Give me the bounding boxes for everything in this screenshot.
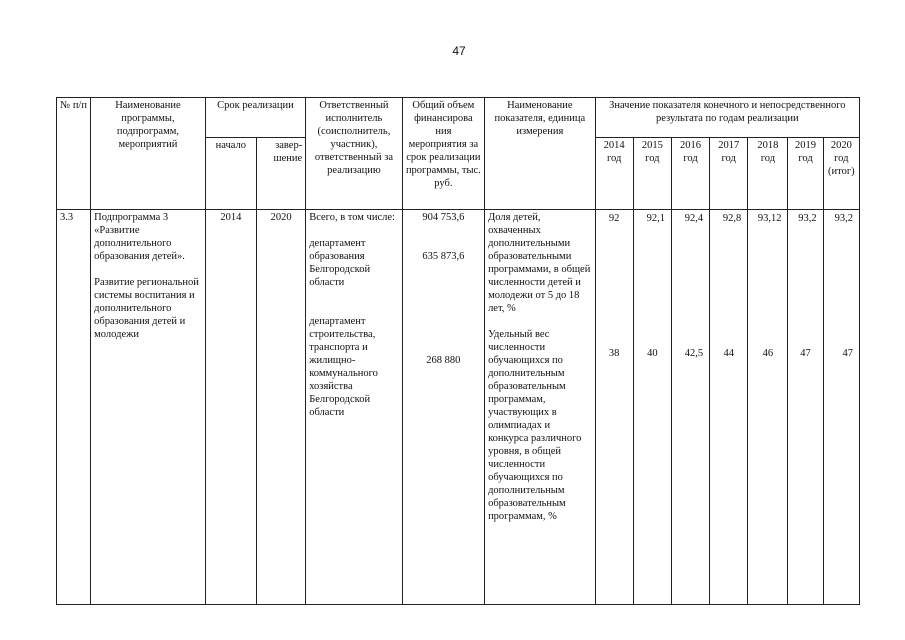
program-table <box>56 97 860 605</box>
responsible-education-dept: департамент образования Белгородской области <box>309 238 371 288</box>
header-responsible: Ответственный исполнитель (соисполнитель, участник), ответственный за реализацию <box>306 98 402 210</box>
header-year-2019 <box>788 138 823 210</box>
value-2015-ind2: 40 <box>647 348 658 359</box>
value-2014-ind2: 38 <box>608 348 620 359</box>
row-responsible <box>306 210 402 605</box>
value-2017-ind2: 44 <box>723 348 734 359</box>
row-end: 2020 <box>256 210 305 605</box>
header-year-2018 <box>748 138 788 210</box>
row-indicator <box>485 210 596 605</box>
header-indicator: Наименование показателя, единица измерения <box>485 98 596 210</box>
year-unit: год <box>683 153 698 164</box>
value-2015-ind1: 92,1 <box>646 213 665 224</box>
value-2020-ind2: 47 <box>842 348 853 359</box>
year-unit: год <box>721 153 736 164</box>
row-num: 3.3 <box>57 210 91 605</box>
value-2016-ind2: 42,5 <box>684 348 704 359</box>
year-label: 2015 <box>641 140 663 151</box>
subprogram-title: Подпрограмма 3 «Развитие дополнительного образования детей». <box>94 212 185 262</box>
sum-construction: 268 880 <box>426 355 461 366</box>
header-term: Срок реализации <box>205 98 306 138</box>
header-values-title: Значение показателя конечного и непосредственного результата по годам реализации <box>595 98 859 138</box>
table-row <box>57 210 860 605</box>
year-label: 2019 <box>795 140 817 151</box>
row-start: 2014 <box>205 210 256 605</box>
value-cell-2015 <box>633 210 671 605</box>
value-2019-ind1: 93,2 <box>798 213 817 224</box>
year-unit: год <box>798 153 813 164</box>
year-label: 2016 <box>680 140 702 151</box>
year-label: 2018 <box>757 140 779 151</box>
value-cell-2020 <box>823 210 859 605</box>
header-num: № п/п <box>57 98 91 210</box>
value-2014-ind1: 92 <box>608 213 620 224</box>
year-unit: год <box>607 153 622 164</box>
sum-total: 904 753,6 <box>422 212 465 223</box>
row-total <box>402 210 484 605</box>
responsible-total: Всего, в том числе: <box>309 212 395 223</box>
value-cell-2016 <box>671 210 709 605</box>
page-number: 47 <box>452 44 466 58</box>
year-unit: год <box>760 153 776 164</box>
value-2016-ind1: 92,4 <box>684 213 704 224</box>
value-cell-2018 <box>748 210 788 605</box>
year-label: 2014 <box>603 140 625 151</box>
header-term-start: начало <box>205 138 256 210</box>
indicator-2: Удельный вес численности обучающихся по дополнительным образовательным программам, участвующих в олимпиадах и конкурса различного уровня, в общей численности обучающихся по дополнительным образовательным программам, % <box>488 329 582 522</box>
value-2020-ind1: 93,2 <box>834 213 853 224</box>
year-unit: год (итог) <box>828 153 855 177</box>
year-unit: год <box>645 153 660 164</box>
sum-education: 635 873,6 <box>422 251 465 262</box>
header-year-2014 <box>595 138 633 210</box>
header-row-1 <box>57 98 860 138</box>
header-term-end: завер-шение <box>256 138 305 210</box>
value-2018-ind1: 93,12 <box>757 213 782 224</box>
row-name <box>91 210 206 605</box>
year-label: 2020 <box>830 140 852 151</box>
value-2018-ind2: 46 <box>762 348 774 359</box>
value-2017-ind1: 92,8 <box>722 213 742 224</box>
header-year-2015 <box>633 138 671 210</box>
year-label: 2017 <box>718 140 740 151</box>
header-year-2017 <box>710 138 748 210</box>
header-total: Общий объем финансирова ния мероприятия за срок реализации программы, тыс. руб. <box>402 98 484 210</box>
header-name: Наименование программы, подпрограмм, мероприятий <box>91 98 206 210</box>
measure-title: Развитие региональной системы воспитания и дополнительного образования детей и молодежи <box>94 277 199 340</box>
value-cell-2014 <box>595 210 633 605</box>
header-year-2016 <box>671 138 709 210</box>
value-cell-2019 <box>788 210 823 605</box>
value-cell-2017 <box>710 210 748 605</box>
header-year-2020 <box>823 138 859 210</box>
indicator-1: Доля детей, охваченных дополнительными образовательными программами, в общей численности детей и молодежи от 5 до 18 лет, % <box>488 212 591 314</box>
value-2019-ind2: 47 <box>800 348 811 359</box>
responsible-construction-dept: департамент строительства, транспорта и жилищно-коммунального хозяйства Белгородской области <box>309 316 378 418</box>
